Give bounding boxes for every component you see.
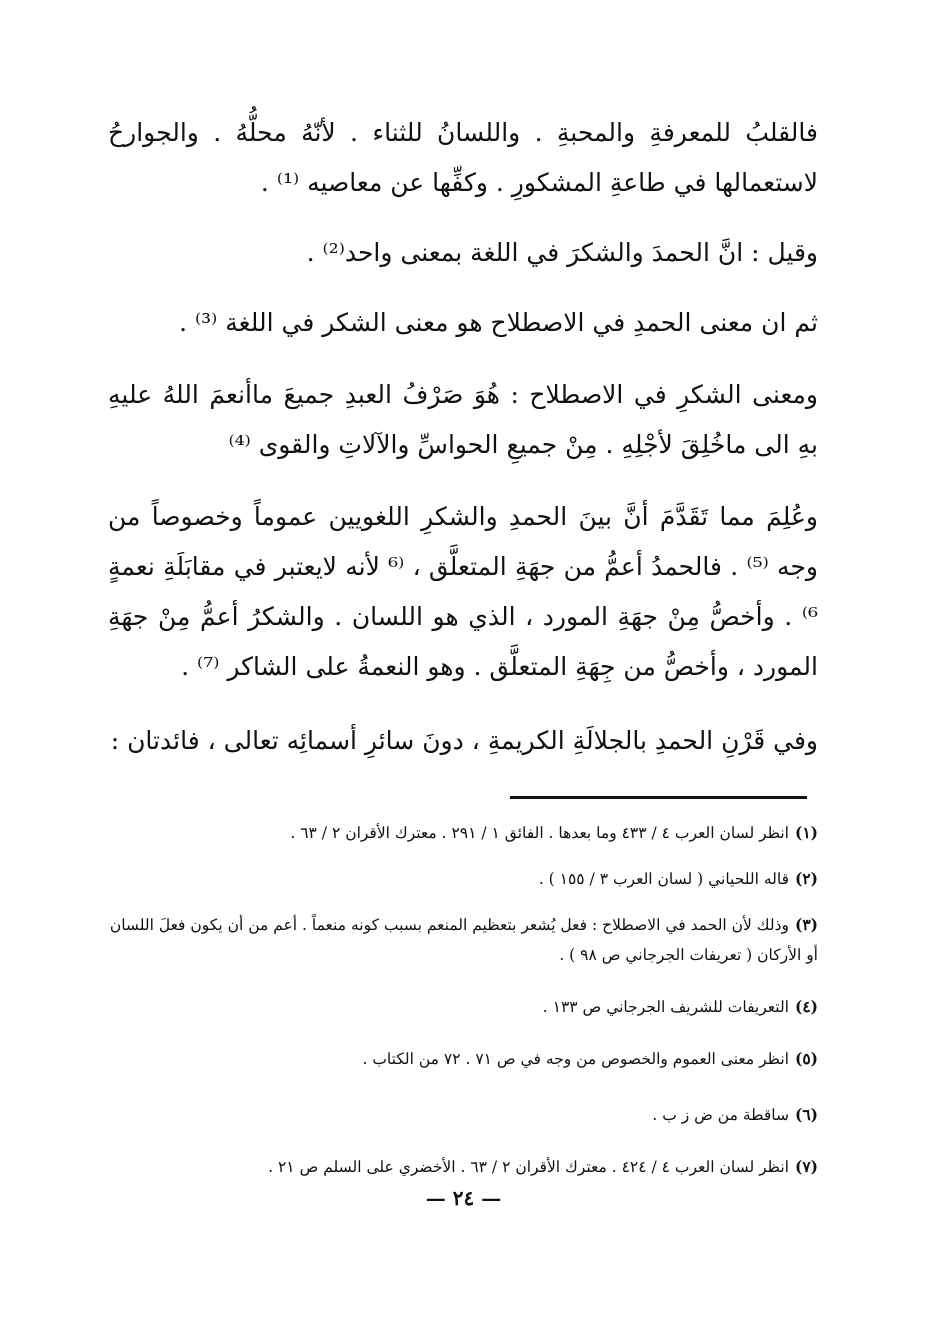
footnote-1 bbox=[108, 818, 818, 848]
paragraph-general-specific: وعُلِمَ مما تَقَدَّمَ أنَّ بينَ الحمدِ والشكرِ اللغويين عموماً وخصوصاً من وجه ⁽⁵⁾ . فالحمدُ أعمُّ من جهَةِ المتعلَّق ، ⁽⁶ لأنه لايعتبر في مقابَلَةِ نعمةٍ ⁶⁾ . وأخصُّ مِنْ جهَةِ المورد ، الذي هو اللسان . والشكرُ أعمُّ مِنْ جهَةِ المورد ، وأخصُّ من جِهَةِ المتعلَّق . وهو النعمةُ على الشاكر ⁽⁷⁾ . bbox=[108, 502, 818, 681]
footnote-text: ساقطة من ض ز ب . bbox=[652, 1106, 789, 1124]
footnote-text: قاله اللحياني ( لسان العرب ٣ / ١٥٥ ) . bbox=[538, 870, 789, 888]
footnote-text: انظر لسان العرب ٤ / ٤٣٣ وما بعدها . الفائق ١ / ٢٩١ . معترك الأقران ٢ / ٦٣ . bbox=[290, 824, 789, 842]
footnote-2 bbox=[108, 864, 818, 894]
footnote-3 bbox=[108, 910, 818, 970]
footnote-number: (٦) bbox=[794, 1105, 818, 1124]
footnote-separator bbox=[510, 796, 807, 799]
footnote-text: وذلك لأن الحمد في الاصطلاح : فعل يُشعر بتعظيم المنعم بسبب كونه منعماً . أعم من أن يكون فعلَ اللسان أو الأركان ( تعريفات الجرجاني ص ٩٨ ) . bbox=[109, 916, 818, 964]
paragraph-heart-tongue-limbs: فالقلبُ للمعرفةِ والمحبةِ . واللسانُ للثناء . لأنّهُ محلُّهُ . والجوارحُ لاستعمالها في طاعةِ المشكورِ . وكفِّها عن معاصيه ⁽¹⁾ . bbox=[108, 118, 818, 197]
footnote-number: (٥) bbox=[794, 1049, 818, 1068]
page-number: — ٢٤ — bbox=[425, 1186, 502, 1210]
footnote-6 bbox=[108, 1100, 818, 1130]
paragraph-thanks-definition: ومعنى الشكرِ في الاصطلاح : هُوَ صَرْفُ العبدِ جميعَ ماأنعمَ اللهُ عليهِ بهِ الى ماخُلِقَ لأجْلِهِ . مِنْ جميعِ الحواسِّ والآلاتِ والقوى ⁽⁴⁾ bbox=[108, 380, 818, 459]
paragraph-praise-thanks-same: وقيل : انَّ الحمدَ والشكرَ في اللغة بمعنى واحد⁽²⁾ . bbox=[306, 238, 818, 267]
footnote-text: التعريفات للشريف الجرجاني ص ١٣٣ . bbox=[542, 998, 789, 1016]
footnote-number: (٤) bbox=[794, 997, 818, 1016]
footnote-number: (١) bbox=[794, 823, 818, 842]
footnote-number: (٢) bbox=[794, 869, 818, 888]
footnote-5 bbox=[108, 1044, 818, 1074]
paragraph-technical-meaning: ثم ان معنى الحمدِ في الاصطلاح هو معنى الشكر في اللغة ⁽³⁾ . bbox=[179, 308, 818, 337]
footnote-text: انظر لسان العرب ٤ / ٤٢٤ . معترك الأقران ٢ / ٦٣ . الأخضري على السلم ص ٢١ . bbox=[268, 1158, 789, 1176]
footnote-7 bbox=[108, 1152, 818, 1182]
footnote-number: (٣) bbox=[794, 915, 818, 934]
footnote-4 bbox=[108, 992, 818, 1022]
footnote-text: انظر معنى العموم والخصوص من وجه في ص ٧١ . ٧٢ من الكتاب . bbox=[362, 1050, 789, 1068]
footnote-number: (٧) bbox=[794, 1157, 818, 1176]
paragraph-two-benefits: وفي قَرْنِ الحمدِ بالجلالَةِ الكريمةِ ، دونَ سائرِ أسمائِه تعالى ، فائدتان : bbox=[110, 726, 818, 755]
